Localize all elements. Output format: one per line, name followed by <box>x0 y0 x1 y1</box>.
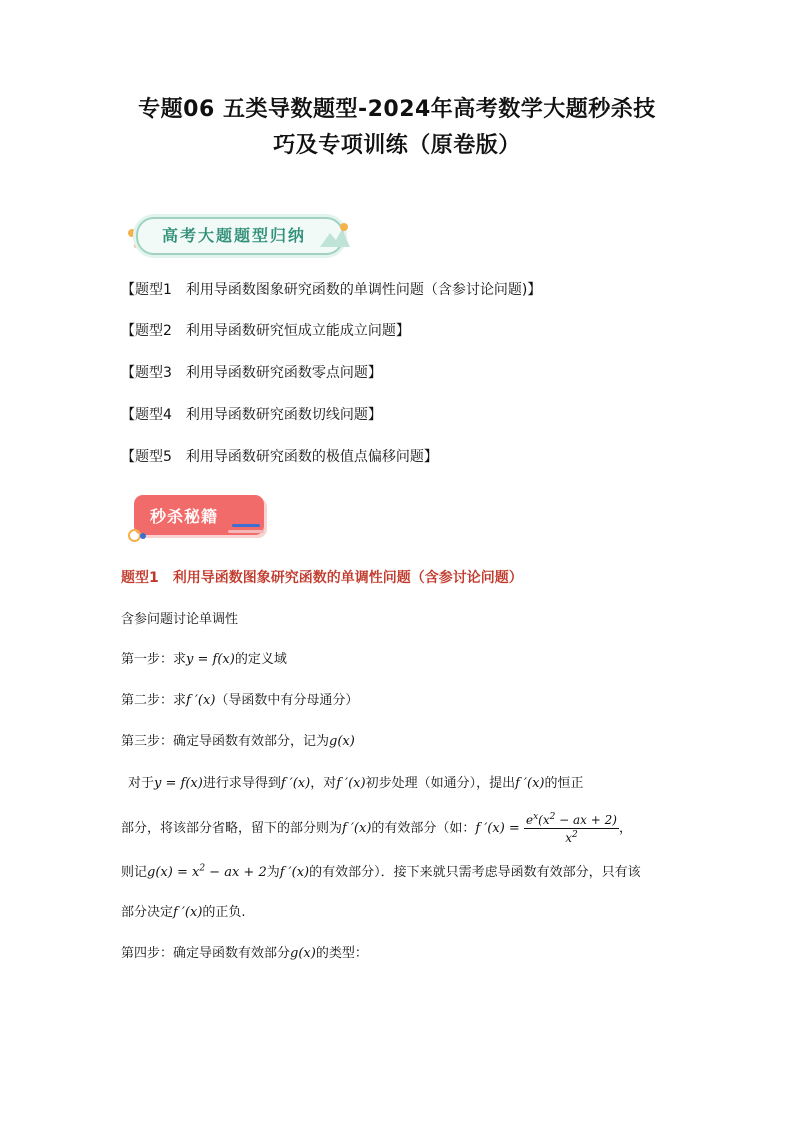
toc-item-2: 【题型2 利用导函数研究恒成立能成立问题】 <box>121 323 410 339</box>
fraction-expression <box>524 812 619 845</box>
math-expression: f ′(x) <box>186 693 216 708</box>
step-1: 第一步：求y = f(x)的定义域 <box>121 652 287 667</box>
ornament-dot <box>128 229 136 237</box>
section-heading: 题型1 利用导函数图象研究函数的单调性问题（含参讨论问题） <box>121 570 523 586</box>
explanation-line-1: 对于y = f(x)进行求导得到f ′(x)，对f ′(x)初步处理（如通分），提出f ′(x)的恒正 <box>128 776 584 791</box>
ornament-stripe <box>228 530 264 533</box>
ornament-stripe <box>232 524 260 527</box>
ornament-dot <box>140 533 146 539</box>
title-line-1: 专题06 五类导数题型-2024年高考数学大题秒杀技 <box>138 97 656 122</box>
math-expression: g(x) <box>329 734 355 749</box>
fraction-numerator: $e^x(x^2$ − ax + 2) <box>525 812 617 827</box>
toc-item-4: 【题型4 利用导函数研究函数切线问题】 <box>121 407 382 423</box>
mountain-icon <box>318 221 352 251</box>
tricks-banner <box>128 491 270 543</box>
toc-item-1: 【题型1 利用导函数图象研究函数的单调性问题（含参讨论问题)】 <box>121 282 542 298</box>
explanation-line-2: 部分，将该部分省略，留下的部分则为f ′(x)的有效部分（如：f ′(x) = $\frac{e^x(x^2 - ax + 2)}{x^2}$ ， <box>121 812 632 845</box>
summary-banner <box>128 207 354 263</box>
step-2: 第二步：求f ′(x)（导函数中有分母通分） <box>121 693 359 708</box>
step-4: 第四步：确定导函数有效部分g(x)的类型： <box>121 946 368 961</box>
math-expression: y = f(x) <box>186 652 235 667</box>
fraction-denominator: $x^2$ <box>565 830 578 845</box>
summary-banner-label: 高考大题题型归纳 <box>162 226 307 245</box>
tricks-banner-label: 秒杀秘籍 <box>150 507 219 526</box>
document-title <box>110 92 684 164</box>
intro-line: 含参问题讨论单调性 <box>121 612 239 627</box>
explanation-line-3: 则记$g(x) = x^2$ − ax + 2为f ′(x)的有效部分）．接下来就只需考虑导函数有效部分，只有该 <box>121 863 641 880</box>
title-line-2: 巧及专项训练（原卷版） <box>273 133 521 158</box>
step-3: 第三步：确定导函数有效部分，记为g(x) <box>121 734 355 749</box>
explanation-line-4: 部分决定f ′(x)的正负. <box>121 905 246 920</box>
toc-item-3: 【题型3 利用导函数研究函数零点问题】 <box>121 365 382 381</box>
math-expression: g(x) <box>290 946 316 961</box>
toc-item-5: 【题型5 利用导函数研究函数的极值点偏移问题】 <box>121 449 438 465</box>
